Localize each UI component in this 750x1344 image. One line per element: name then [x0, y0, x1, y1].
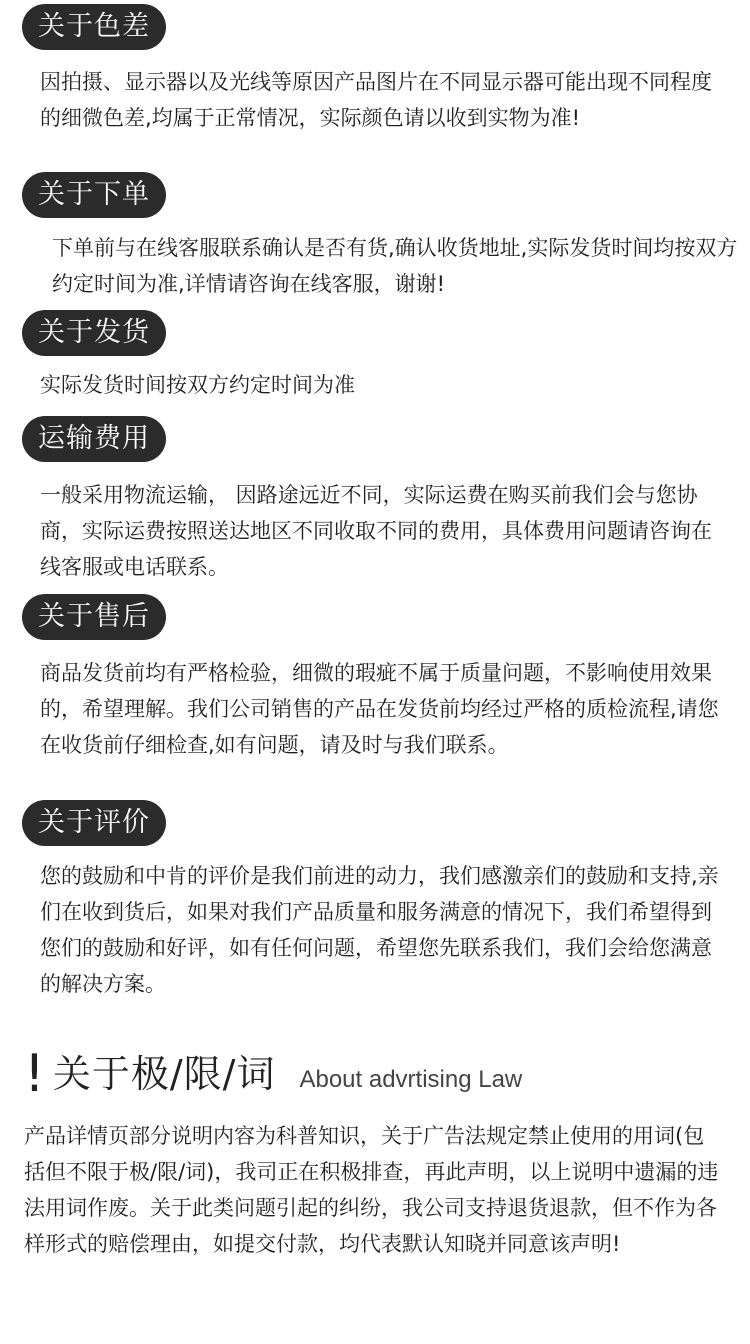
- section-title-badge: 关于售后: [22, 594, 166, 640]
- section-text: 您的鼓励和中肯的评价是我们前进的动力，我们感激亲们的鼓励和支持,亲们在收到货后，如果对我们产品质量和服务满意的情况下，我们希望得到您们的鼓励和好评，如有任何问题，希望您先联系我们，我们会给您满意的解决方案。: [40, 864, 719, 996]
- section-title-badge: 运输费用: [22, 416, 166, 462]
- section-title-badge: 关于色差: [22, 4, 166, 50]
- law-title: 关于极/限/词: [52, 1052, 276, 1096]
- exclamation-icon: !: [24, 1044, 45, 1104]
- section-text: 因拍摄、显示器以及光线等原因产品图片在不同显示器可能出现不同程度的细微色差,均属于正常情况，实际颜色请以收到实物为准!: [40, 70, 712, 130]
- law-subtitle: About advrtising Law: [299, 1066, 523, 1093]
- section-text: 实际发货时间按双方约定时间为准: [40, 373, 355, 397]
- section-title-badge: 关于下单: [22, 172, 166, 218]
- section-title-badge: 关于发货: [22, 310, 166, 356]
- section-text: 一般采用物流运输， 因路途远近不同，实际运费在购买前我们会与您协商，实际运费按照送达地区不同收取不同的费用，具体费用问题请咨询在线客服或电话联系。: [40, 483, 712, 579]
- section-text: 下单前与在线客服联系确认是否有货,确认收货地址,实际发货时间均按双方约定时间为准,详情请咨询在线客服，谢谢!: [52, 236, 738, 296]
- law-text: 产品详情页部分说明内容为科普知识，关于广告法规定禁止使用的用词(包括但不限于极/限/词)，我司正在积极排查，再此声明，以上说明中遗漏的违法用词作废。关于此类问题引起的纠纷，我公司支持退货退款，但不作为各样形式的赔偿理由，如提交付款，均代表默认知晓并同意该声明!: [24, 1124, 719, 1256]
- section-title-badge: 关于评价: [22, 800, 166, 846]
- law-heading: [24, 1046, 522, 1102]
- section-text: 商品发货前均有严格检验，细微的瑕疵不属于质量问题，不影响使用效果的，希望理解。我们公司销售的产品在发货前均经过严格的质检流程,请您在收货前仔细检查,如有问题，请及时与我们联系。: [40, 661, 719, 757]
